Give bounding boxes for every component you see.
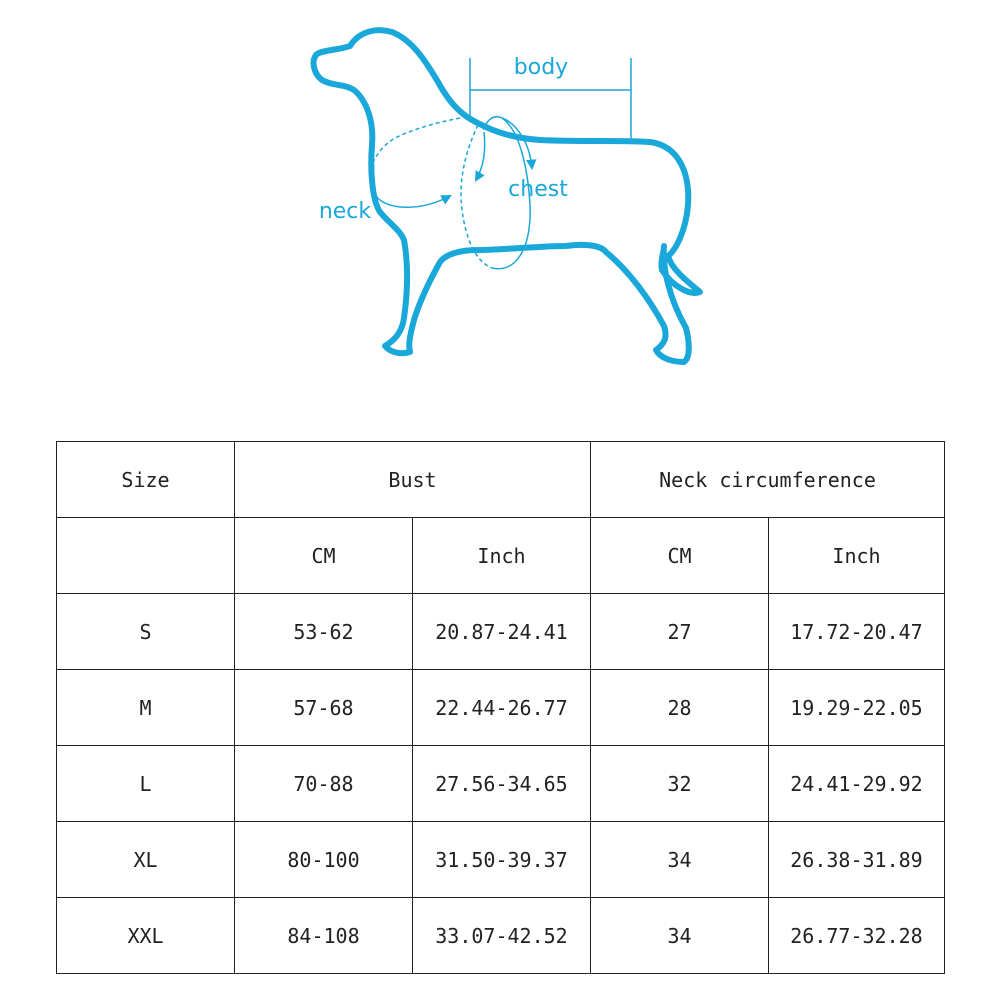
subheader-row — [57, 518, 945, 594]
neck-inch-cell: 26.77-32.28 — [769, 898, 945, 974]
bust-cm-cell: 84-108 — [235, 898, 413, 974]
size-chart-table — [56, 441, 945, 974]
neck-cm-cell: 28 — [591, 670, 769, 746]
subheader-bust-cm: CM — [235, 518, 413, 594]
neck-inch-cell: 26.38-31.89 — [769, 822, 945, 898]
dog-outline — [314, 30, 700, 362]
neck-cm-cell: 34 — [591, 822, 769, 898]
subheader-bust-inch: Inch — [413, 518, 591, 594]
header-bust: Bust — [235, 442, 591, 518]
header-row — [57, 442, 945, 518]
chest-label: chest — [508, 177, 568, 202]
neck-label: neck — [318, 199, 372, 224]
size-cell: L — [57, 746, 235, 822]
neck-cm-cell: 34 — [591, 898, 769, 974]
subheader-neck-inch: Inch — [769, 518, 945, 594]
neck-cm-cell: 32 — [591, 746, 769, 822]
header-neck: Neck circumference — [591, 442, 945, 518]
bust-inch-cell: 31.50-39.37 — [413, 822, 591, 898]
subheader-neck-cm: CM — [591, 518, 769, 594]
subheader-empty — [57, 518, 235, 594]
size-cell: XXL — [57, 898, 235, 974]
table-row — [57, 746, 945, 822]
header-size: Size — [57, 442, 235, 518]
neck-inch-cell: 24.41-29.92 — [769, 746, 945, 822]
neck-loop — [370, 118, 460, 207]
table-row — [57, 898, 945, 974]
bust-inch-cell: 33.07-42.52 — [413, 898, 591, 974]
bust-cm-cell: 53-62 — [235, 594, 413, 670]
body-label: body — [513, 55, 569, 80]
bust-cm-cell: 57-68 — [235, 670, 413, 746]
size-cell: M — [57, 670, 235, 746]
neck-inch-cell: 17.72-20.47 — [769, 594, 945, 670]
table-row — [57, 670, 945, 746]
size-cell: XL — [57, 822, 235, 898]
size-cell: S — [57, 594, 235, 670]
bust-inch-cell: 20.87-24.41 — [413, 594, 591, 670]
table-row — [57, 594, 945, 670]
neck-cm-cell: 27 — [591, 594, 769, 670]
dog-measurement-diagram — [0, 0, 1001, 400]
neck-inch-cell: 19.29-22.05 — [769, 670, 945, 746]
bust-inch-cell: 27.56-34.65 — [413, 746, 591, 822]
bust-cm-cell: 80-100 — [235, 822, 413, 898]
table-row — [57, 822, 945, 898]
bust-inch-cell: 22.44-26.77 — [413, 670, 591, 746]
bust-cm-cell: 70-88 — [235, 746, 413, 822]
